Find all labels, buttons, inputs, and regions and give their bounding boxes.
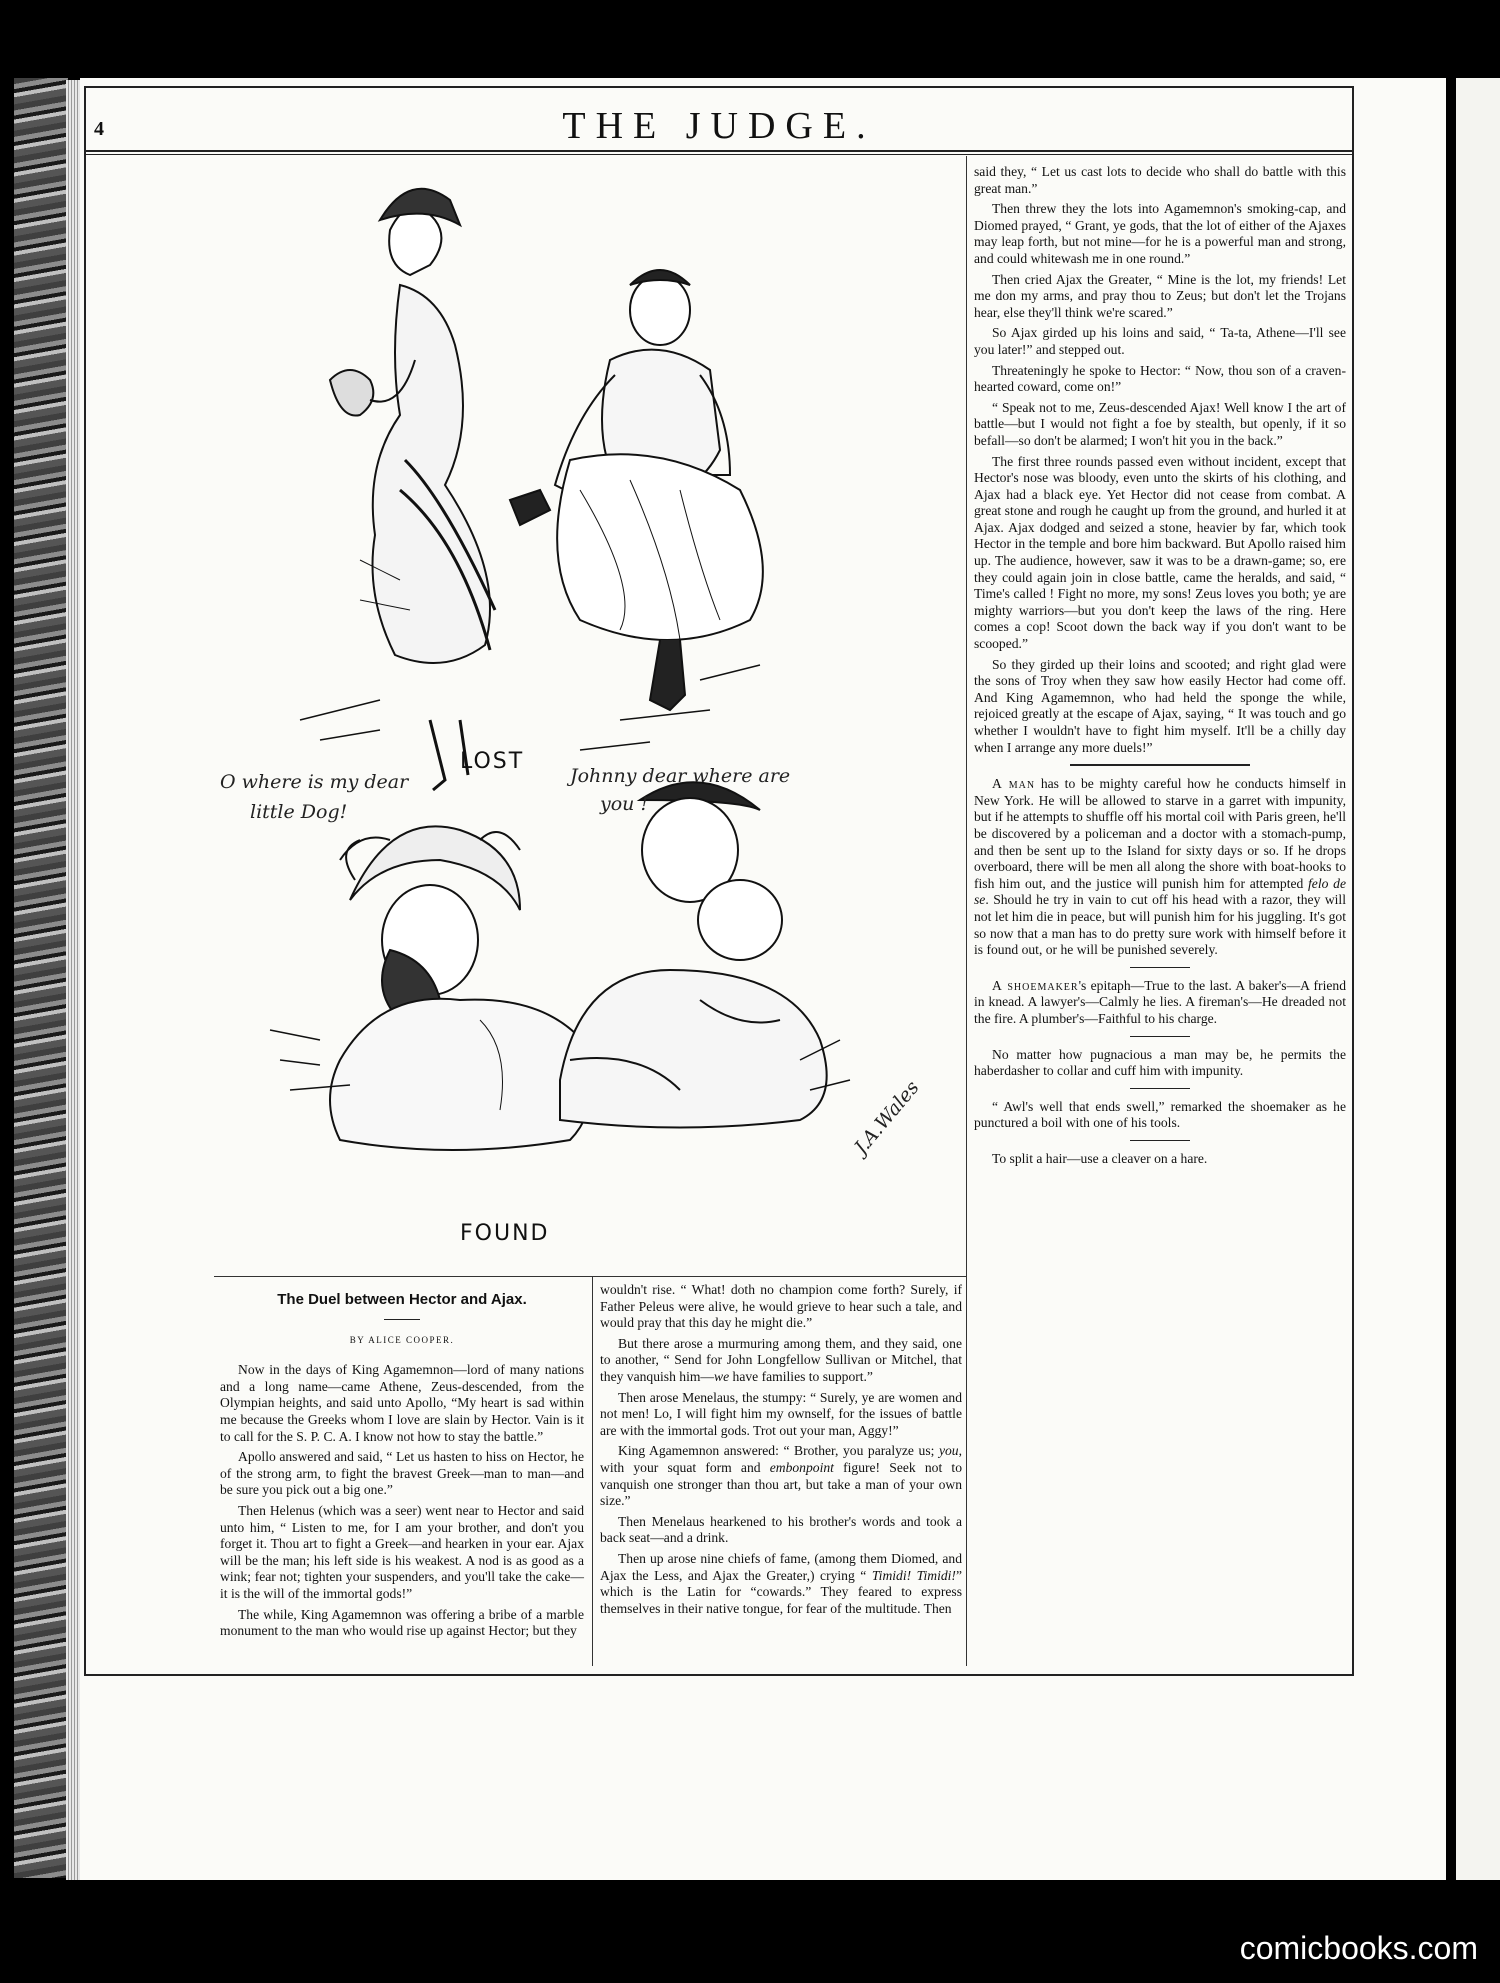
header-rule-thin (84, 154, 1354, 155)
paragraph: Now in the days of King Agamemnon—lord of many nations and a long name—came Athene, Zeus-descended, from the Olympian heights, and said unto Apollo, “My heart is sad within me because the Greeks whom I love are slain by Hector. Vain is it to call for the S. P. C. A. I know not how to stay the battle.” (220, 1362, 584, 1444)
lady-with-dog-figure (330, 826, 593, 1150)
lost-title: LOST (460, 749, 525, 774)
squib-hair: To split a hair—use a cleaver on a hare. (992, 1150, 1208, 1166)
artist-signature: J.A.Wales (850, 1076, 924, 1159)
paragraph: “ Speak not to me, Zeus-descended Ajax! Well know I the art of battle—but I would not fight a foe by stealth, but openly, if it so befall—so don't be alarmed; I won't hit you in the back.” (974, 399, 1346, 448)
caption-left-line-1: O where is my dear (220, 771, 409, 793)
squib-new-york: A man has to be mighty careful how he conducts himself in New York. He will be allowed to starve in a garret with impunity, but if he attempts to shuffle off his mortal coil with Paris green, he'll be discovered by a policeman and a doctor with a stomach-pump, and then be sent up to the Island for sixty days or so. If he drops overboard, there will be men all along the shore with boat-hooks to fish him out, and the justice will punish him for attempted felo de se. Should he try in vain to cut off his head with a razor, they will not let him die in peace, but will punish him for his juggling. It's got so now that a man has to do pretty sure work with himself before it is found out, or he will be punished severely. (974, 776, 1346, 958)
caption-right-line-2: you ! (600, 793, 649, 815)
paragraph: Then arose Menelaus, the stumpy: “ Surely, ye are women and not men! Lo, I will fight him my ownself, for the issues of battle are with the immortal gods. Trot out your man, Aggy!” (600, 1389, 962, 1438)
squib-separator (1130, 967, 1190, 968)
paragraph: Then Helenus (which was a seer) went near to Hector and said unto him, “ Listen to me, for I am your brother, and don't you forget it. Thou art to fight a Greek—and hearken in your ear. Ajax will be the man; his left side is his weakest. A nod is as good as a wink; fear not; tighten your suspenders, and you'll take the cake—it is the will of the immortal gods!” (220, 1502, 584, 1601)
page-header (84, 96, 1354, 148)
section-separator (1070, 764, 1250, 766)
paragraph: wouldn't rise. “ What! doth no champion come forth? Surely, if Father Peleus were alive, he would grieve to hear such a tale, and would pray that this day he might die.” (600, 1282, 962, 1331)
squib-awl: “ Awl's well that ends swell,” remarked the shoemaker as he punctured a boil with one of his tools. (974, 1098, 1346, 1131)
squib-epitaphs: A shoemaker's epitaph—True to the last. A baker's—A friend in knead. A lawyer's—Calmly he lies. A fireman's—He dreaded not the fire. A plumber's—Faithful to his charge. (974, 977, 1346, 1026)
cartoon-illustration (100, 160, 960, 1250)
article-byline: BY ALICE COOPER. (349, 1334, 455, 1345)
maid-figure (510, 270, 763, 710)
column-rule-left (592, 1276, 593, 1666)
paragraph: But there arose a murmuring among them, and they said, one to another, “ Send for John Longfellow Sullivan or Mitchel, that they vanquish him—we have families to support.” (600, 1335, 962, 1384)
book-binding (14, 78, 68, 1878)
header-rule (84, 150, 1354, 152)
paragraph: said they, “ Let us cast lots to decide who shall do battle with this great man.” (974, 164, 1346, 196)
page-edge (66, 80, 80, 1880)
cartoon-drawing (100, 160, 960, 1250)
next-page-edge (1456, 78, 1500, 1880)
article-column-1 (220, 1278, 584, 1644)
woman-with-baby-figure (560, 782, 827, 1127)
squib-haberdasher: No matter how pugnacious a man may be, he permits the haberdasher to collar and cuff him with impunity. (974, 1046, 1346, 1079)
squib-separator (1130, 1088, 1190, 1089)
masthead-title: THE JUDGE. (562, 105, 876, 147)
article-column-2 (600, 1282, 962, 1621)
paragraph: Then threw they the lots into Agamemnon's smoking-cap, and Diomed prayed, “ Grant, ye gods, that the lot of either of the Ajaxes may leap forth, but not mine—for he is a powerful man and strong, and could whitewash me in one round.” (974, 201, 1346, 266)
article-title: The Duel between Hector and Ajax. (277, 1291, 527, 1308)
paragraph: King Agamemnon answered: “ Brother, you paralyze us; you, with your squat form and embonpoint figure! Seek not to vanquish one stronger than thou art, but take a man of your own size.” (600, 1443, 962, 1509)
paragraph: So they girded up their loins and scooted; and right glad were the sons of Troy when they saw how easily Hector had come off. And King Agamemnon, who had held the sponge the while, rejoiced greatly at the escape of Ajax, saying, “ It was touch and go whether I wouldn't have to fight him myself. It'll be a chilly day when I arrange any more duels!” (974, 656, 1346, 755)
site-watermark: comicbooks.com (1239, 1930, 1478, 1966)
paragraph: Then Menelaus hearkened to his brother's words and took a back seat—and a drink. (600, 1513, 962, 1546)
article-column-3 (974, 164, 1346, 1171)
paragraph: So Ajax girded up his loins and said, “ Ta-ta, Athene—I'll see you later!” and stepped out. (974, 325, 1346, 357)
page-number: 4 (94, 118, 104, 140)
paragraph: Threateningly he spoke to Hector: “ Now, thou son of a craven-hearted coward, come on!” (974, 362, 1346, 395)
caption-right-line-1: Johnny dear where are (570, 765, 791, 787)
squib-separator (1130, 1036, 1190, 1037)
squib-separator (1130, 1140, 1190, 1141)
found-title: FOUND (460, 1221, 550, 1246)
article-top-rule (214, 1276, 966, 1277)
column-rule-right (966, 156, 967, 1666)
paragraph: The first three rounds passed even without incident, except that Hector's nose was bloody, even unto the skirts of his clothing, and Ajax had a black eye. Yet Hector did not cease from combat. A great stone and rough he caught up from the ground, and hurled it at Ajax. Ajax dodged and seized a stone, heavier by far, which took Hector in the temple and bore him backward. But Apollo raised him up. The audience, however, saw it was to be a drawn-game; so, ere they could again join in close battle, came the heralds, and said, “ Time's called ! Fight no more, my sons! Zeus loves you both; ye are mighty warriors—but you don't keep the laws of the ring. Here comes a cop! Scoot down the back way if you don't want to be scooped.” (974, 453, 1346, 652)
paragraph: Then cried Ajax the Greater, “ Mine is the lot, my friends! Let me don my arms, and pray thou to Zeus; but don't let the Trojans hear, else they'll think we're scared.” (974, 271, 1346, 320)
lady-figure (330, 189, 495, 790)
paragraph: Apollo answered and said, “ Let us hasten to hiss on Hector, he of the strong arm, to fight the bravest Greek—man to man—and be sure you pick out a big one.” (220, 1449, 584, 1498)
caption-left-line-2: little Dog! (250, 801, 348, 823)
title-separator (384, 1319, 420, 1320)
paragraph: The while, King Agamemnon was offering a bribe of a marble monument to the man who would rise up against Hector; but they (220, 1606, 584, 1639)
paragraph: Then up arose nine chiefs of fame, (among them Diomed, and Ajax the Less, and Ajax the Greater,) crying “ Timidi! Timidi!” which is the Latin for “cowards.” They feared to express themselves in their native tongue, for fear of the multitude. Then (600, 1550, 962, 1616)
